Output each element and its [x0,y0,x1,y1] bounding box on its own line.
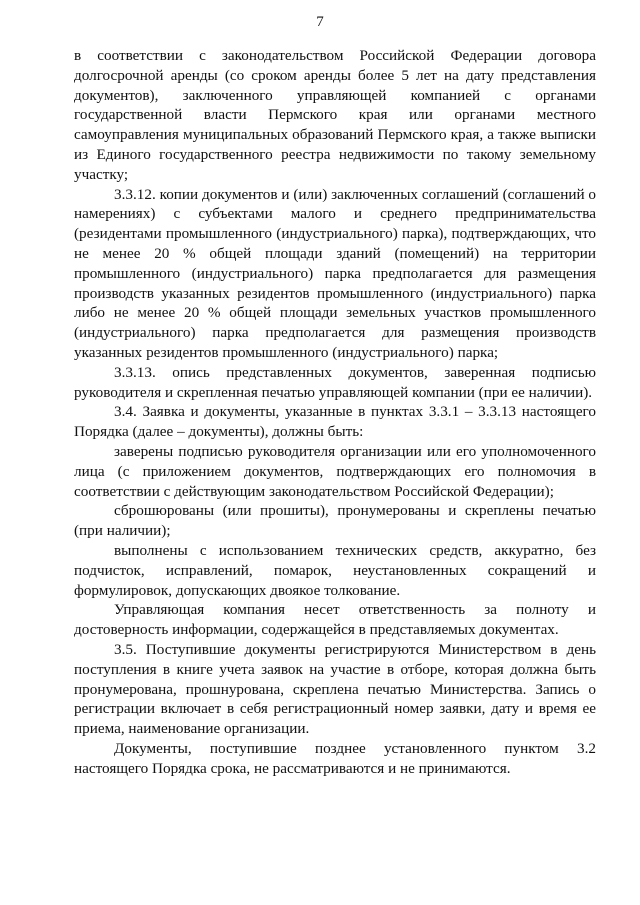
paragraph-certified: заверены подписью руководителя организации или его уполномоченного лица (с приложением документов, подтверждающих его полномочия в соответствии с действующим законодательством Российской Федерации); [74,442,596,500]
page-number: 7 [316,14,324,30]
paragraph-executed: выполнены с использованием технических средств, аккуратно, без подчисток, исправлений, помарок, неустановленных сокращений и формулировок, допускающих двоякое толкование. [74,541,596,599]
paragraph-3-5: 3.5. Поступившие документы регистрируются Министерством в день поступления в книге учета заявок на участие в отборе, которая должна быть пронумерована, прошнурована, скреплена печатью Министерства. Запись о регистрации включает в себя регистрационный номер заявки, дату и время ее приема, наименование организации. [74,640,596,738]
paragraph-late-documents: Документы, поступившие позднее установленного пунктом 3.2 настоящего Порядка срока, не рассматриваются и не принимаются. [74,739,596,777]
paragraph-3-3-13: 3.3.13. опись представленных документов, заверенная подписью руководителя и скрепленная печатью управляющей компании (при ее наличии). [74,363,596,401]
paragraph-responsibility: Управляющая компания несет ответственность за полноту и достоверность информации, содержащейся в представляемых документах. [74,601,596,639]
paragraph-3-3-12: 3.3.12. копии документов и (или) заключенных соглашений (соглашений о намерениях) с субъектами малого и среднего предпринимательства (резидентами промышленного (индустриального) парка), подтверждающих, что не менее 20 % общей площади зданий (помещений) на территории промышленного (индустриального) парка предполагается для размещения производств указанных резидентов промышленного (индустриального) парка либо не менее 20 % общей площади земельных участков промышленного (индустриального) парка предполагается для размещения производств указанных резидентов промышленного (индустриального) парка; [74,185,596,361]
document-body [74,46,596,778]
paragraph-bound: сброшюрованы (или прошиты), пронумерованы и скреплены печатью (при наличии); [74,502,596,540]
paragraph-3-4: 3.4. Заявка и документы, указанные в пунктах 3.3.1 – 3.3.13 настоящего Порядка (далее – документы), должны быть: [74,403,596,441]
paragraph-lease-continuation: в соответствии с законодательством Российской Федерации договора долгосрочной аренды (со сроком аренды более 5 лет на дату представления документов), заключенного управляющей компанией с органами государственной власти Пермского края или органами местного самоуправления муниципальных образований Пермского края, а также выписки из Единого государственного реестра недвижимости по такому земельному участку; [74,47,596,183]
